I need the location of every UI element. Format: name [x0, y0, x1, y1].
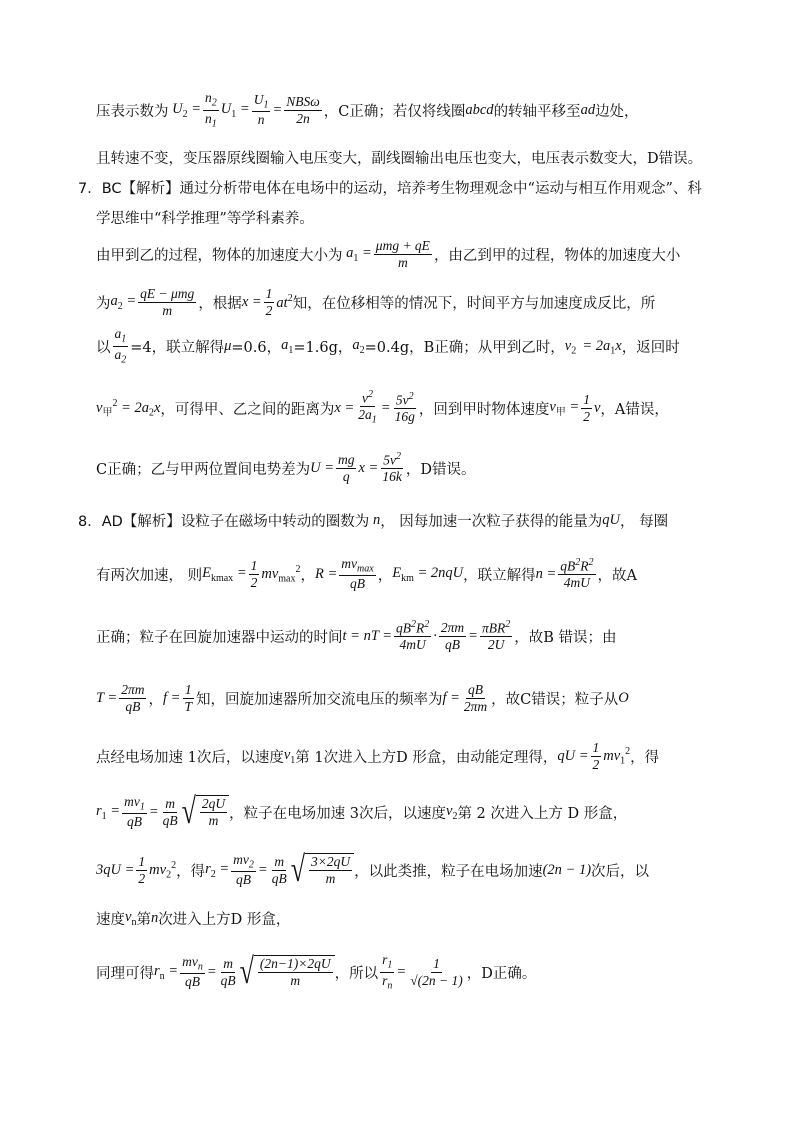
fraction: $\frac{1}{2}$ [250, 557, 258, 590]
text: 压表示数为 [96, 103, 169, 120]
formula: t = nT = [342, 627, 393, 644]
text: ，粒子在电场加速 3次后，以速度 [229, 805, 446, 822]
formula: = [257, 861, 268, 878]
q8-line-5 [96, 734, 659, 778]
text: 次进入上方D 形盒， [158, 911, 291, 928]
formula: (2n − 1) [542, 861, 592, 878]
formula: $mv_1^2$ [603, 745, 631, 767]
line-1 [96, 88, 639, 132]
square-root: √ $\frac{2qU}{m}$ [182, 795, 230, 828]
fraction: $\frac{mv_1}{qB}$ [124, 794, 145, 830]
text: =0.6， [231, 339, 282, 356]
text: 知，在位移相等的情况下，时间平方与加速度成反比，所 [292, 295, 656, 312]
math-text: ad [580, 101, 596, 118]
text: 为 [96, 295, 111, 312]
fraction: $\frac{a_1}{a_2}$ [114, 326, 127, 366]
fraction: $\frac{n_2}{n_1}$ [205, 90, 217, 130]
text: 通过分析带电体在电场中的运动，培养考生物理观念中“运动与相互作用观念”、科 [179, 180, 702, 197]
text: ， [377, 567, 393, 584]
text: 设粒子在磁场中转动的圈数为 [180, 513, 370, 530]
formula: $a_2$ [352, 336, 365, 356]
formula: $E_{km} = 2nqU$ [392, 564, 464, 584]
formula: $r_1$ = [96, 802, 121, 822]
fraction: $\frac{2\pi m}{qB}$ [440, 619, 465, 652]
text: 第 [136, 911, 151, 928]
text: 速度 [96, 911, 125, 928]
formula: U = [310, 459, 334, 476]
text: ，由乙到甲的过程，物体的加速度大小 [433, 247, 681, 264]
fraction: $\frac{1}{2}$ [138, 853, 146, 886]
text: ，故C错误；粒子从 [491, 691, 619, 708]
q7-line-7 [96, 446, 475, 490]
formula: $a_2$ = [110, 292, 137, 312]
q7-line-2 [96, 206, 314, 228]
formula: = [206, 963, 217, 980]
formula: $E_{kmax}$ = [202, 564, 247, 584]
text: 第 2 次进入上方 D 形盒， [457, 805, 628, 822]
formula: v [593, 399, 601, 416]
fraction: $\frac{v^2}{2a_1}$ [358, 389, 377, 427]
text: 同理可得 [96, 965, 154, 982]
text: =1.6g， [293, 339, 353, 356]
text: ， [148, 691, 163, 708]
text: ，C正确；若仅将线圈 [323, 103, 466, 120]
formula: 3qU = [96, 861, 135, 878]
fraction: $\frac{\text{NBSω}}{2n}$ [286, 93, 320, 126]
fraction: $\frac{qB}{2\pi m}$ [463, 681, 488, 714]
fraction: $\frac{mv_{max}}{qB}$ [341, 556, 374, 592]
text: 次后，以 [591, 863, 650, 880]
formula: $mv_2^2$ [149, 859, 177, 881]
formula: $r_2$ = [205, 860, 230, 880]
fraction: $\frac{m}{qB}$ [271, 853, 287, 886]
line-2 [96, 146, 702, 168]
q8-line-2 [96, 552, 637, 596]
text: 学思维中“科学推理”等学科素养。 [96, 210, 314, 227]
q8-header [78, 508, 668, 532]
formula: f = [162, 689, 181, 706]
formula: x = [241, 293, 262, 310]
text: 边处， [595, 103, 639, 120]
fraction: $\frac{r_1}{r_n}$ [382, 952, 393, 992]
text: ，返回时 [621, 339, 680, 356]
formula: $at^2$ [276, 292, 293, 311]
text: ，根据 [198, 295, 242, 312]
fraction: $\frac{\text{μmg + qE}}{m}$ [375, 237, 430, 270]
formula: μ [224, 337, 232, 354]
fraction: $\frac{m}{qB}$ [162, 795, 178, 828]
formula: n [369, 511, 381, 528]
square-root: √ $\frac{3\times 2qU}{m}$ [291, 853, 354, 886]
fraction: $\frac{2\pi m}{qB}$ [121, 681, 145, 714]
text: 知，回旋加速器所加交流电压的频率为 [195, 691, 443, 708]
formula: $v_n$ [125, 908, 137, 928]
formula: = [272, 101, 283, 118]
text: ，D正确。 [466, 965, 537, 982]
fraction: $\frac{mv_2}{qB}$ [233, 852, 254, 888]
text: 有两次加速， 则 [96, 567, 203, 584]
q8-line-3 [96, 614, 617, 658]
text: ，故B 错误；由 [514, 629, 617, 646]
text: ， [300, 567, 315, 584]
formula: O [618, 689, 629, 706]
text: ，故A [597, 567, 638, 584]
text: C正确；乙与甲两位置间电势差为 [96, 461, 311, 478]
q7-line-5 [96, 326, 680, 366]
question-label: 8．AD【解析】 [78, 513, 181, 530]
text: ，得 [176, 863, 206, 880]
formula: $v_2$ [446, 802, 458, 822]
fraction: $\frac{mg}{q}$ [337, 451, 355, 484]
fraction: $\frac{mv_n}{qB}$ [182, 954, 203, 990]
formula: = [396, 963, 407, 980]
q8-line-4 [96, 676, 629, 720]
formula: x = [358, 459, 379, 476]
q8-line-7 [96, 846, 649, 894]
text: ，回到甲时物体速度 [418, 401, 550, 418]
formula: R = [315, 565, 338, 582]
text: 的转轴平移至 [493, 103, 581, 120]
formula: $r_n$ = [154, 962, 179, 982]
fraction: $\frac{1}{2}$ [592, 739, 600, 772]
formula: = [380, 399, 391, 416]
q8-line-8 [96, 906, 290, 930]
q7-line-6 [96, 386, 669, 430]
formula: $v_甲^2 = 2a_2x$ [96, 397, 161, 419]
formula: · [433, 627, 437, 644]
fraction: $\frac{qB^2R^2}{4mU}$ [560, 557, 594, 591]
q7-line-4 [96, 280, 655, 324]
q8-line-9 [96, 948, 536, 996]
q8-line-6 [96, 788, 627, 836]
fraction: $\frac{qB^2R^2}{4mU}$ [396, 619, 430, 653]
square-root: √ $\frac{(2n-1)\times 2qU}{m}$ [240, 955, 335, 988]
fraction: $\frac{5v^2}{16g}$ [394, 391, 415, 425]
text: =0.4g，B正确；从甲到乙时， [364, 339, 565, 356]
text: 且转速不变，变压器原线圈输入电压变大，副线圈输出电压也变大，电压表示数变大，D错误。 [96, 150, 703, 167]
fraction: $\frac{\text{qE − μmg}}{m}$ [140, 285, 195, 318]
fraction: $\frac{1}{2}$ [583, 391, 590, 424]
formula: n [150, 909, 159, 926]
text: ，以此类推，粒子在电场加速 [354, 863, 543, 880]
formula: = [148, 803, 159, 820]
formula: qU = [557, 747, 589, 764]
fraction: $\frac{\pi BR^2}{2U}$ [481, 619, 511, 653]
text: 正确；粒子在回旋加速器中运动的时间 [96, 629, 343, 646]
text: 点经电场加速 1次后，以速度 [96, 749, 284, 766]
text: ， 每圈 [620, 513, 669, 530]
text: ，得 [630, 749, 660, 766]
text: 以 [96, 339, 111, 356]
formula: $v_甲$ = [549, 398, 580, 418]
text: 由甲到乙的过程，物体的加速度大小为 [96, 247, 343, 264]
question-label: 7．BC【解析】 [78, 180, 180, 197]
text: ，A错误， [600, 401, 669, 418]
formula: qU [602, 511, 621, 528]
fraction: $\frac{1}{T}$ [184, 681, 192, 714]
formula: f = [442, 689, 460, 706]
formula-u2: $U_2$ = [168, 100, 202, 120]
formula: $U_1$ = [220, 100, 250, 120]
text: ，所以 [334, 965, 379, 982]
text: =4，联立解得 [130, 339, 225, 356]
fraction: $\frac{1}{√(2n - 1)}$ [410, 955, 463, 988]
fraction: $\frac{m}{qB}$ [220, 955, 236, 988]
fraction: $\frac{5v^2}{16k}$ [382, 451, 402, 485]
text: ， 因每加速一次粒子获得的能量为 [380, 513, 603, 530]
formula: n = [535, 565, 557, 582]
formula: x = [334, 399, 355, 416]
text: ，联立解得 [463, 567, 536, 584]
formula: = [468, 627, 478, 644]
formula: $a_1$ [281, 336, 294, 356]
formula: $a_1$ = [342, 244, 372, 264]
fraction: $\frac{U_1}{n}$ [253, 92, 269, 128]
formula: T = [96, 689, 118, 706]
q7-line-3 [96, 232, 680, 276]
formula: $v_1$ [283, 746, 296, 766]
formula: $v_2 = 2a_1x$ [564, 337, 622, 357]
q7-header [78, 176, 702, 198]
text: ，可得甲、乙之间的距离为 [160, 401, 335, 418]
math-text: abcd [465, 101, 494, 118]
text: ，D错误。 [405, 461, 476, 478]
fraction: $\frac{1}{2}$ [265, 285, 273, 318]
text: 第 1次进入上方D 形盒，由动能定理得， [295, 749, 558, 766]
formula: $mv_{max}^2$ [261, 563, 301, 585]
